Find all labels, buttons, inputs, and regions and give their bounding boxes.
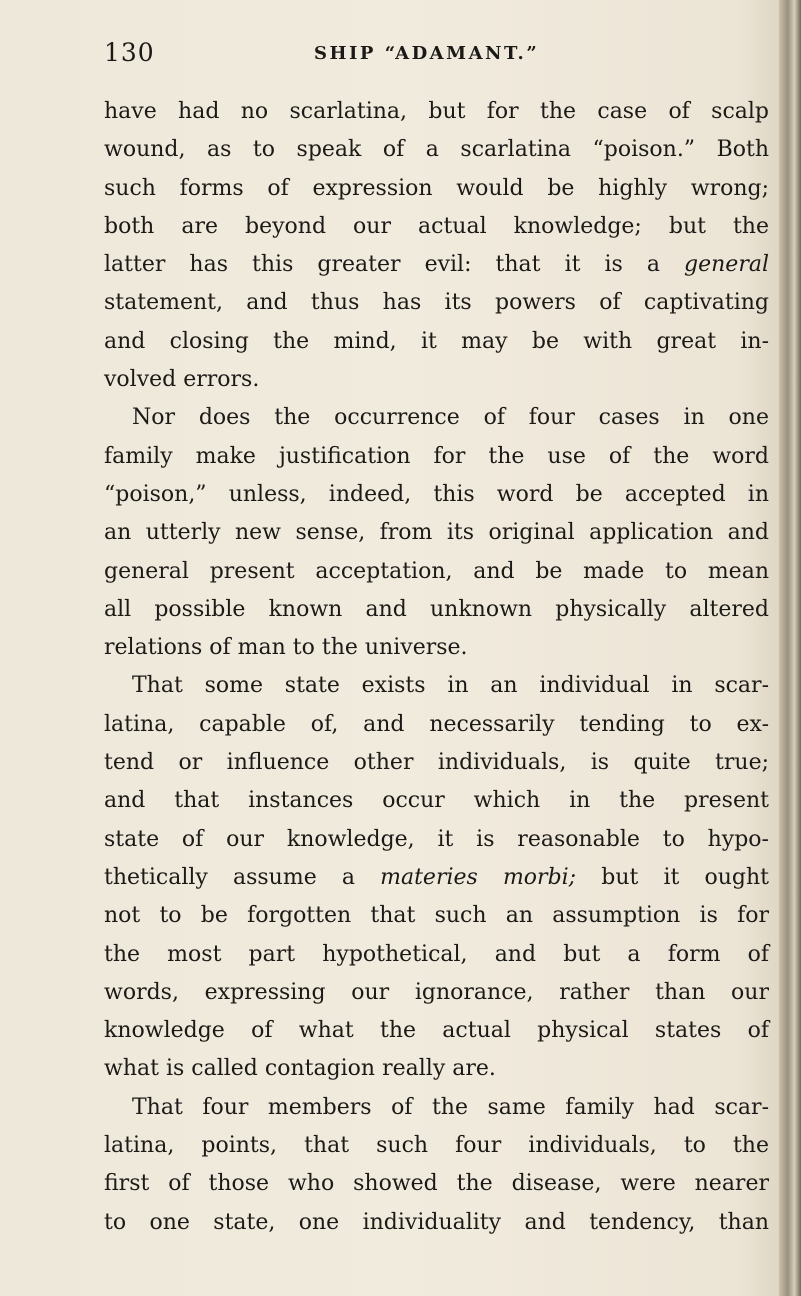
italic-term: materies morbi; bbox=[380, 864, 577, 890]
text-line: words, expressing our ignorance, rather than our bbox=[104, 979, 769, 1005]
text-line: latina, points, that such four individuals, to the bbox=[104, 1133, 769, 1159]
text-line: such forms of expression would be highly wrong; bbox=[104, 175, 769, 201]
text-line: That four members of the same family had scar- bbox=[132, 1094, 769, 1120]
text-line: first of those who showed the disease, were nearer bbox=[104, 1171, 769, 1197]
italic-term: general bbox=[684, 252, 769, 278]
page-binding-edge bbox=[779, 0, 801, 1296]
text-line: state of our knowledge, it is reasonable to hypo- bbox=[104, 826, 769, 852]
text-line: That some state exists in an individual in scar- bbox=[132, 673, 769, 699]
text-line: general present acceptation, and be made to mean bbox=[104, 558, 769, 584]
text-line: tend or influence other individuals, is quite true; bbox=[104, 750, 769, 776]
text-line: thetically assume a materies morbi; but it ought bbox=[104, 864, 769, 890]
text-line: knowledge of what the actual physical states of bbox=[104, 1018, 769, 1044]
text-line: and that instances occur which in the present bbox=[104, 788, 769, 814]
text-line: the most part hypothetical, and but a form of bbox=[104, 941, 769, 967]
text-line: family make justification for the use of the word bbox=[104, 443, 769, 469]
text-line: both are beyond our actual knowledge; but the bbox=[104, 213, 769, 239]
text-line: what is called contagion really are. bbox=[104, 1056, 496, 1082]
text-line: all possible known and unknown physically altered bbox=[104, 596, 769, 622]
text-line: and closing the mind, it may be with great in- bbox=[104, 328, 769, 354]
text-line: have had no scarlatina, but for the case of scalp bbox=[104, 99, 769, 124]
text-line: latina, capable of, and necessarily tending to ex- bbox=[104, 711, 769, 737]
page-number: 130 bbox=[104, 38, 155, 67]
text-line: to one state, one individuality and tendency, than bbox=[104, 1209, 769, 1235]
running-head: SHIP “ADAMANT.” bbox=[314, 43, 540, 64]
text-line: Nor does the occurrence of four cases in one bbox=[132, 405, 769, 431]
text-line: an utterly new sense, from its original application and bbox=[104, 520, 769, 546]
text-line: relations of man to the universe. bbox=[104, 635, 468, 661]
body-text bbox=[104, 93, 769, 1242]
page-header bbox=[104, 38, 774, 78]
text-line: “poison,” unless, indeed, this word be accepted in bbox=[104, 481, 769, 507]
text-line: volved errors. bbox=[104, 367, 260, 393]
text-line: latter has this greater evil: that it is a general bbox=[104, 252, 769, 278]
text-line: statement, and thus has its powers of captivating bbox=[104, 290, 769, 316]
text-line: not to be forgotten that such an assumption is for bbox=[104, 903, 769, 929]
text-line: wound, as to speak of a scarlatina “poison.” Both bbox=[104, 137, 769, 163]
